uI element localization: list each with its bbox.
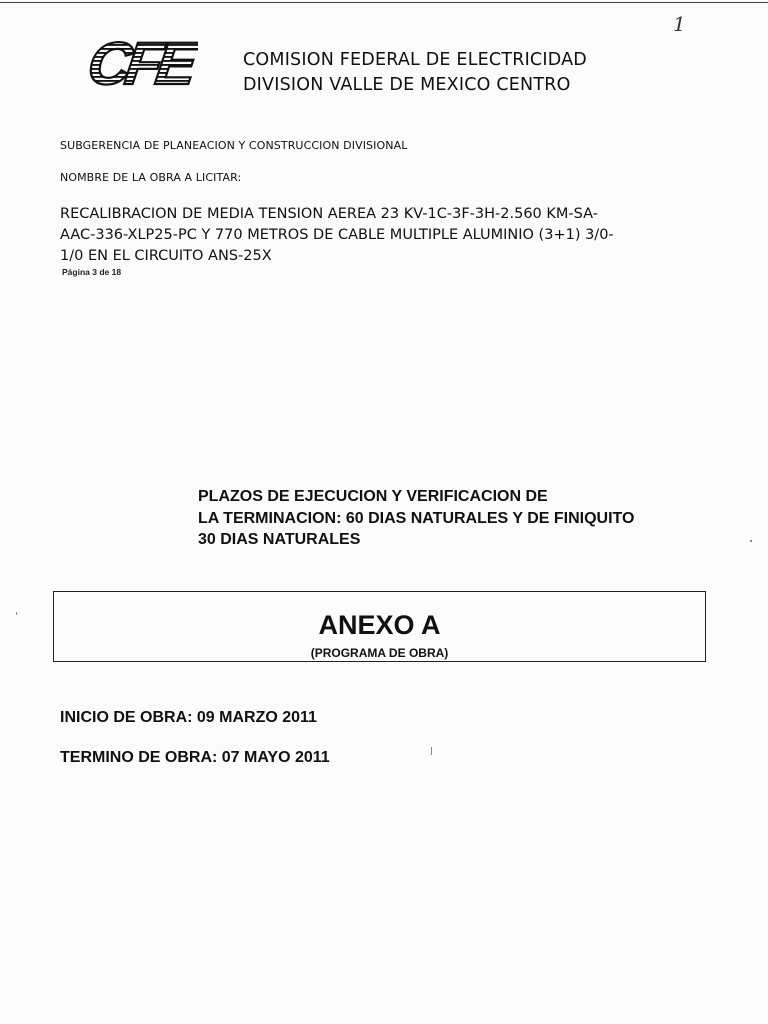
start-date: INICIO DE OBRA: 09 MARZO 2011 bbox=[60, 709, 317, 726]
plazos-line-2: LA TERMINACION: 60 DIAS NATURALES Y DE FINIQUITO bbox=[198, 509, 635, 527]
subgerencia-heading: SUBGERENCIA DE PLANEACION Y CONSTRUCCION DIVISIONAL bbox=[60, 139, 408, 152]
organization-header bbox=[243, 48, 587, 98]
scan-speck bbox=[750, 540, 752, 542]
execution-deadlines bbox=[198, 486, 634, 551]
page-top-edge bbox=[0, 2, 768, 3]
cfe-logo bbox=[78, 32, 198, 94]
org-name-line-1: COMISION FEDERAL DE ELECTRICIDAD bbox=[243, 50, 587, 70]
work-title-line-1: RECALIBRACION DE MEDIA TENSION AEREA 23 KV-1C-3F-3H-2.560 KM-SA- bbox=[60, 206, 598, 222]
obra-name-label: NOMBRE DE LA OBRA A LICITAR: bbox=[60, 171, 242, 184]
anexo-box bbox=[53, 591, 706, 662]
work-title bbox=[60, 204, 710, 267]
work-title-line-2: AAC-336-XLP25-PC Y 770 METROS DE CABLE MULTIPLE ALUMINIO (3+1) 3/0- bbox=[60, 227, 614, 243]
anexo-subtitle: (PROGRAMA DE OBRA) bbox=[310, 646, 449, 660]
cfe-logo-graphic bbox=[78, 32, 198, 94]
plazos-line-3: 30 DIAS NATURALES bbox=[198, 531, 361, 548]
plazos-line-1: PLAZOS DE EJECUCION Y VERIFICACION DE bbox=[198, 488, 548, 505]
anexo-title: ANEXO A bbox=[318, 610, 441, 640]
handwritten-page-number: 1 bbox=[673, 12, 685, 36]
cfe-logo-text: CFE bbox=[83, 32, 196, 94]
page-reference: Página 3 de 18 bbox=[62, 267, 122, 277]
end-date: TERMINO DE OBRA: 07 MAYO 2011 bbox=[60, 749, 330, 766]
scan-speck bbox=[431, 747, 432, 755]
work-title-line-3: 1/0 EN EL CIRCUITO ANS-25X bbox=[60, 248, 272, 264]
org-division-line-2: DIVISION VALLE DE MEXICO CENTRO bbox=[243, 75, 571, 95]
scan-speck bbox=[16, 612, 17, 615]
